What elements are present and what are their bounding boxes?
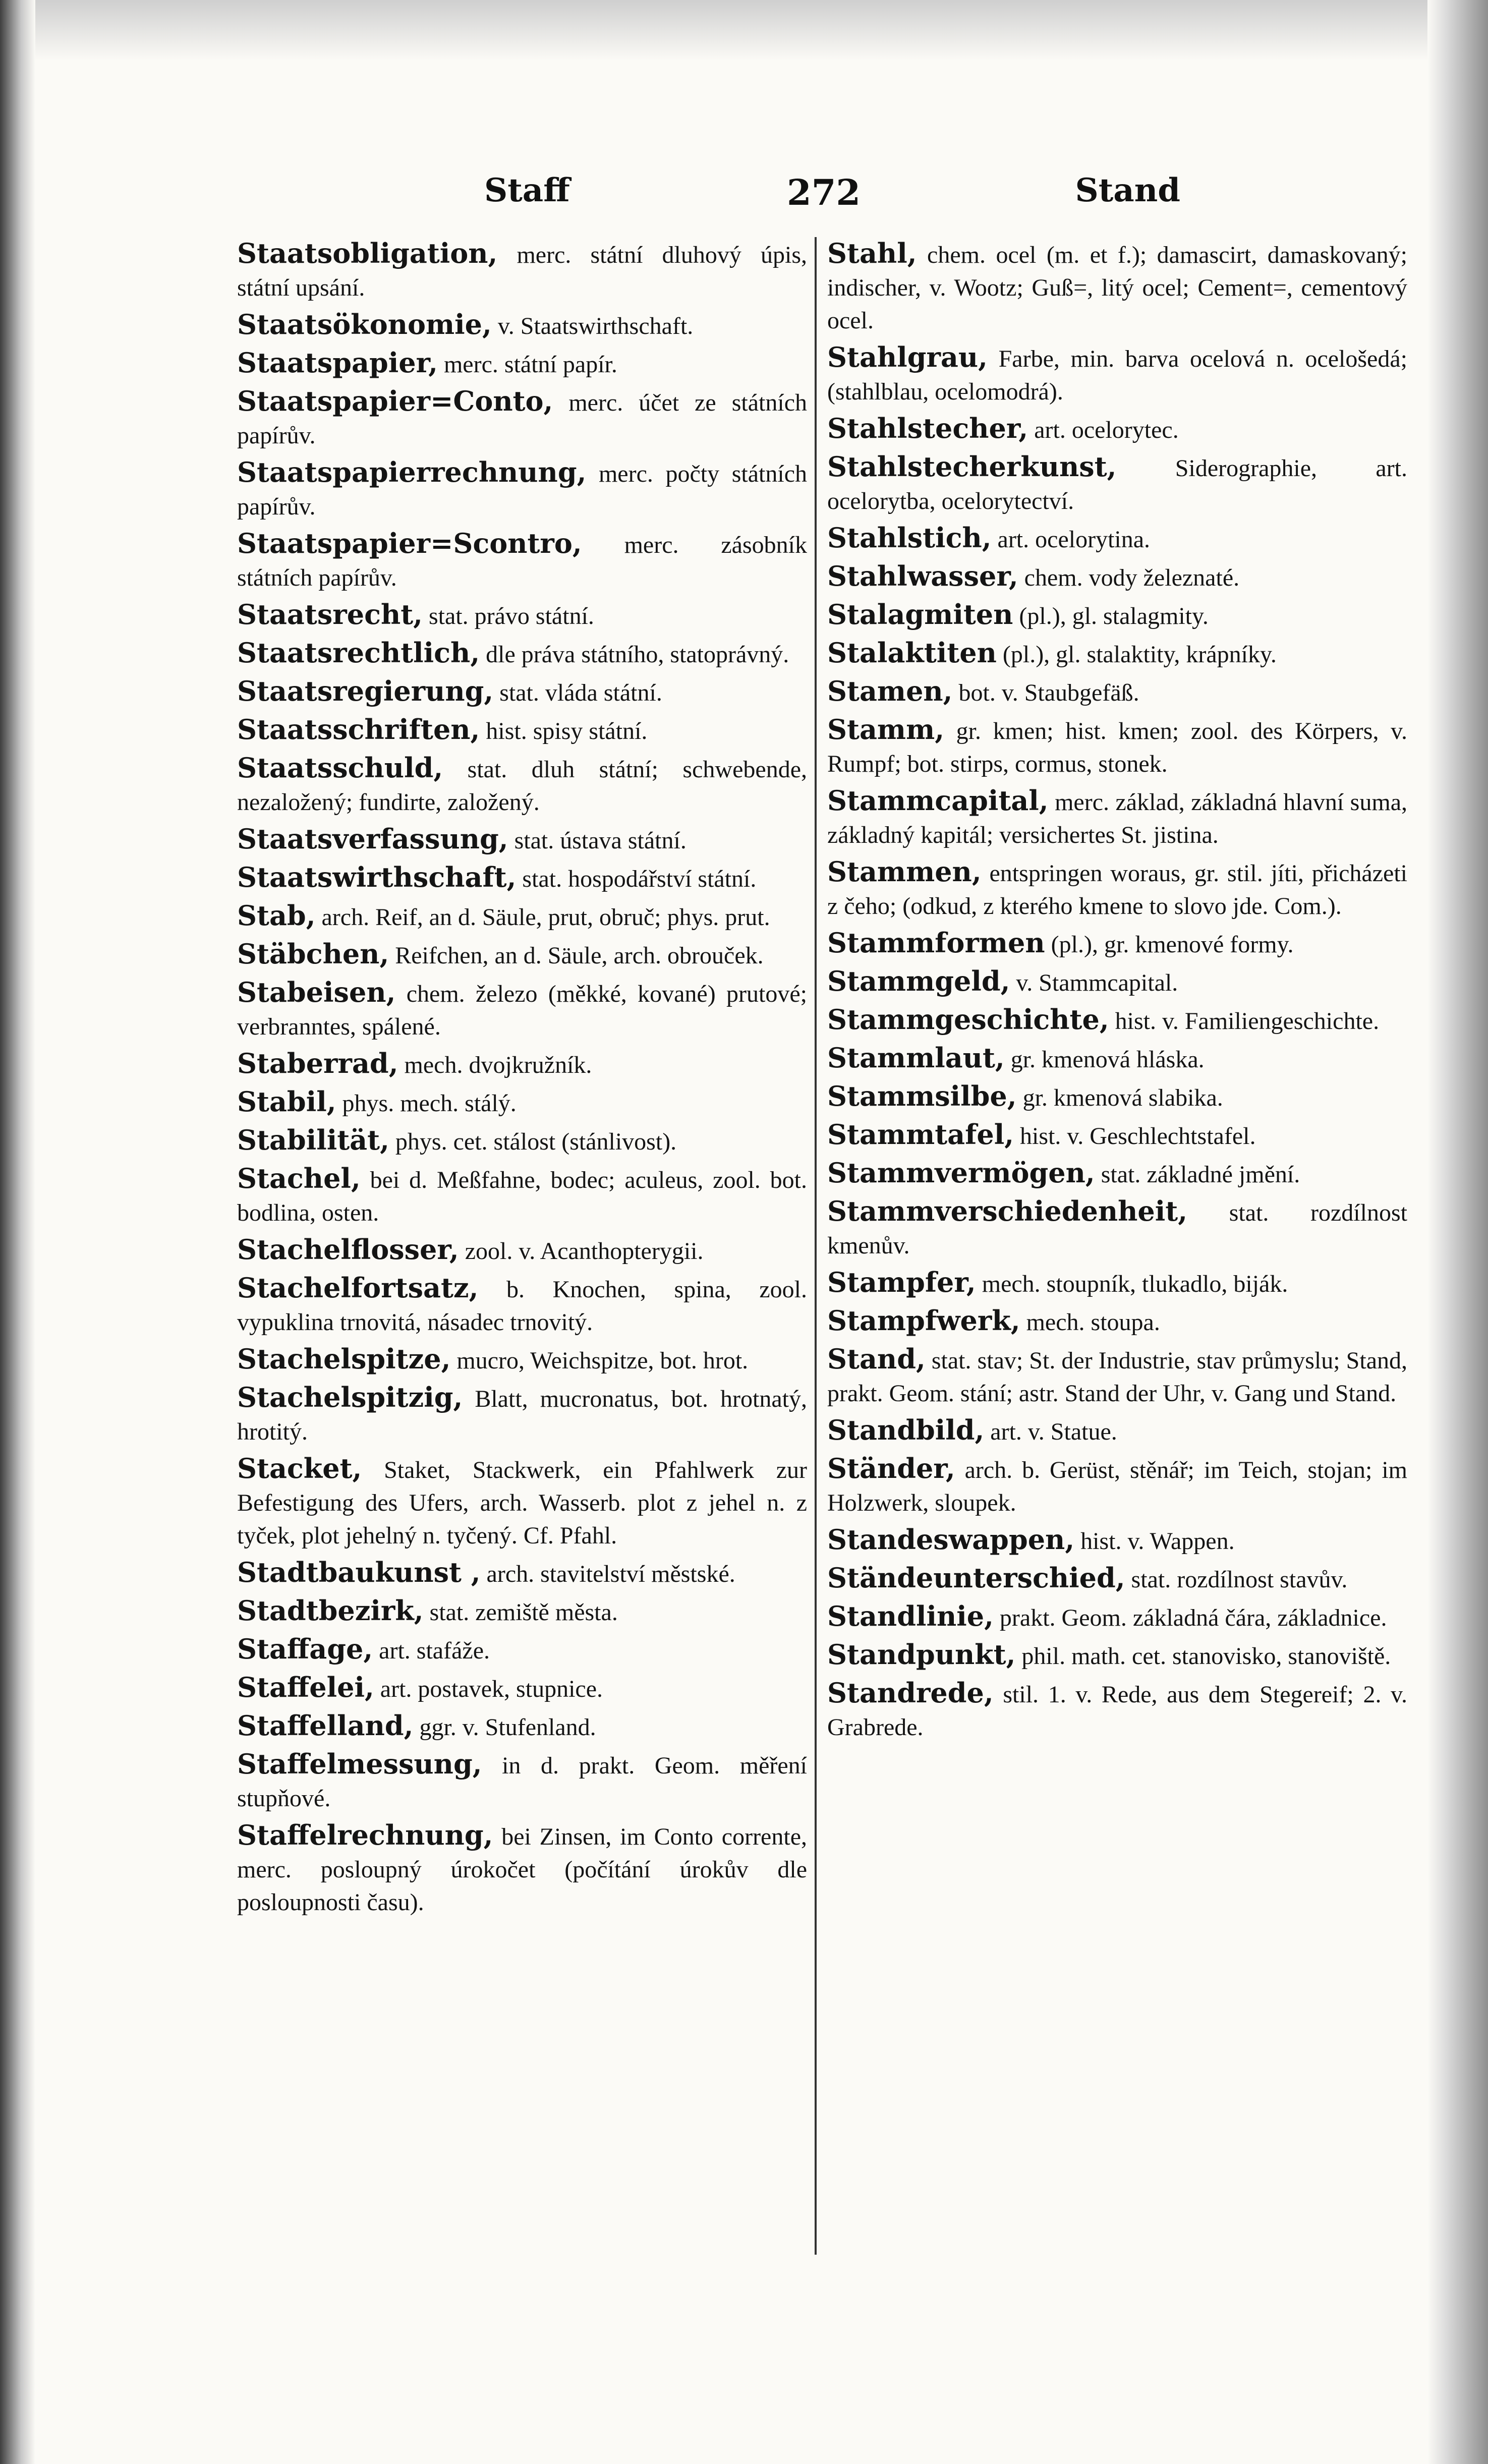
- entry-headword: Stabilität,: [237, 1124, 389, 1156]
- entry-definition: (pl.), gl. stalaktity, krápníky.: [996, 641, 1277, 668]
- entry-headword: Stamm,: [827, 713, 945, 746]
- dictionary-entry: [827, 855, 1407, 923]
- dictionary-entry: [237, 1124, 807, 1158]
- dictionary-entry: [237, 1343, 807, 1377]
- entry-headword: Standeswappen,: [827, 1523, 1075, 1556]
- dictionary-entry: [237, 1272, 807, 1339]
- entry-definition: stil. 1. v. Rede, aus dem Stegereif; 2. v. Grabrede.: [827, 1681, 1407, 1741]
- entry-headword: Stahlgrau,: [827, 341, 988, 373]
- entry-definition: phil. math. cet. stanovisko, stanoviště.: [1015, 1643, 1391, 1670]
- dictionary-entry: [827, 1414, 1407, 1448]
- right-guide-word: Stand: [1075, 171, 1180, 209]
- entry-headword: Stäbchen,: [237, 938, 389, 970]
- entry-headword: Stampfer,: [827, 1266, 976, 1298]
- dictionary-entry: [237, 347, 807, 381]
- entry-definition: merc. státní papír.: [437, 351, 617, 378]
- entry-definition: merc. zásobník státních papírův.: [237, 532, 807, 591]
- entry-headword: Staatsökonomie,: [237, 308, 492, 340]
- entry-definition: in d. prakt. Geom. měření stupňové.: [237, 1752, 807, 1812]
- dictionary-entry: [827, 1080, 1407, 1114]
- dictionary-entry: [237, 861, 807, 895]
- page-number: 272: [787, 171, 861, 213]
- dictionary-entry: [237, 456, 807, 523]
- entry-definition: Blatt, mucronatus, bot. hrotnatý, hrotitý.: [237, 1386, 807, 1445]
- entry-headword: Stalaktiten: [827, 637, 997, 669]
- entry-definition: v. Stammcapital.: [1010, 969, 1178, 996]
- dictionary-entry: [827, 560, 1407, 594]
- entry-headword: Stab,: [237, 899, 316, 932]
- entry-definition: merc. základ, základná hlavní suma, základný kapitál; versichertes St. jistina.: [827, 789, 1407, 848]
- dictionary-entry: [827, 1003, 1407, 1038]
- dictionary-entry: [827, 675, 1407, 709]
- entry-headword: Staffelei,: [237, 1671, 374, 1703]
- dictionary-entry: [827, 450, 1407, 518]
- entry-definition: phys. cet. stálost (stánlivost).: [389, 1128, 677, 1155]
- page-edge-right: [1427, 0, 1488, 2464]
- entry-definition: Farbe, min. barva ocelová n. ocelošedá; (stahlblau, ocelomodrá).: [827, 346, 1407, 405]
- entry-headword: Stadtbaukunst ,: [237, 1556, 481, 1588]
- dictionary-entry: [237, 1047, 807, 1081]
- entry-definition: art. v. Statue.: [984, 1418, 1117, 1445]
- entry-headword: Staffelland,: [237, 1709, 414, 1742]
- entry-headword: Stammgeschichte,: [827, 1003, 1109, 1036]
- entry-definition: mech. stoupník, tlukadlo, biják.: [976, 1271, 1288, 1297]
- entry-headword: Staatsregierung,: [237, 675, 494, 707]
- dictionary-entry: [237, 637, 807, 671]
- entry-headword: Staatspapier,: [237, 347, 438, 379]
- entry-headword: Standbild,: [827, 1414, 985, 1446]
- dictionary-entry: [827, 1157, 1407, 1191]
- dictionary-entry: [827, 412, 1407, 446]
- dictionary-entry: [237, 1819, 807, 1919]
- dictionary-entry: [237, 752, 807, 819]
- dictionary-entry: [237, 1085, 807, 1120]
- entry-definition: mech. stoupa.: [1020, 1309, 1160, 1336]
- entry-definition: merc. počty státních papírův.: [237, 461, 807, 520]
- entry-definition: bei Zinsen, im Conto corrente, merc. posloupný úrokočet (počítání úrokův dle posloupnosti času).: [237, 1823, 807, 1916]
- entry-headword: Staatspapierrechnung,: [237, 456, 587, 488]
- entry-definition: Siderographie, art. ocelorytba, ocelorytectví.: [827, 455, 1407, 514]
- entry-headword: Staatsobligation,: [237, 237, 498, 269]
- dictionary-entry: [827, 965, 1407, 999]
- dictionary-entry: [237, 823, 807, 857]
- entry-definition: arch. Reif, an d. Säule, prut, obruč; phys. prut.: [315, 904, 770, 931]
- entry-headword: Stabeisen,: [237, 976, 396, 1008]
- dictionary-entry: [827, 1118, 1407, 1153]
- entry-definition: hist. spisy státní.: [480, 718, 648, 744]
- entry-headword: Staatsrechtlich,: [237, 637, 480, 669]
- entry-headword: Stamen,: [827, 675, 953, 707]
- entry-headword: Ständer,: [827, 1452, 955, 1484]
- entry-definition: chem. vody železnaté.: [1018, 564, 1240, 591]
- dictionary-entry: [827, 598, 1407, 633]
- dictionary-entry: [237, 527, 807, 594]
- dictionary-entry: [237, 1709, 807, 1744]
- entry-definition: merc. státní dluhový úpis, státní upsání.: [237, 242, 807, 301]
- entry-definition: chem. železo (měkké, kované) prutové; verbranntes, spálené.: [237, 981, 807, 1040]
- dictionary-entry: [827, 1452, 1407, 1519]
- entry-definition: (pl.), gl. stalagmity.: [1013, 603, 1209, 629]
- entry-headword: Stacket,: [237, 1452, 362, 1484]
- entry-definition: (pl.), gr. kmenové formy.: [1045, 931, 1294, 958]
- entry-definition: stat. zemiště města.: [423, 1599, 618, 1626]
- entry-definition: zool. v. Acanthopterygii.: [459, 1238, 704, 1265]
- entry-definition: art. postavek, stupnice.: [374, 1676, 603, 1702]
- entry-headword: Staatsrecht,: [237, 598, 423, 631]
- entry-headword: Stahlwasser,: [827, 560, 1018, 592]
- entry-definition: art. ocelorytina.: [991, 526, 1151, 553]
- entry-definition: hist. v. Geschlechtstafel.: [1014, 1123, 1256, 1150]
- entry-headword: Stammverschiedenheit,: [827, 1195, 1188, 1227]
- page-edge-top: [0, 0, 1488, 61]
- entry-headword: Stalagmiten: [827, 598, 1013, 631]
- left-guide-word: Staff: [484, 171, 570, 209]
- dictionary-entry: [827, 1677, 1407, 1744]
- entry-definition: merc. účet ze státních papírův.: [237, 389, 807, 449]
- entry-headword: Staatsschriften,: [237, 713, 480, 746]
- entry-definition: stat. základné jmění.: [1095, 1161, 1300, 1188]
- entry-definition: arch. b. Gerüst, stěnář; im Teich, stojan; im Holzwerk, sloupek.: [827, 1457, 1407, 1516]
- entry-headword: Staberrad,: [237, 1047, 398, 1079]
- dictionary-entry: [827, 1600, 1407, 1634]
- entry-headword: Stahlstich,: [827, 522, 992, 554]
- column-divider: [815, 237, 817, 2255]
- entry-definition: ggr. v. Stufenland.: [413, 1714, 596, 1741]
- entry-definition: bei d. Meßfahne, bodec; aculeus, zool. bot. bodlina, osten.: [237, 1167, 807, 1226]
- dictionary-entry: [237, 938, 807, 972]
- entry-headword: Stahl,: [827, 237, 917, 269]
- entry-headword: Stammvermögen,: [827, 1157, 1095, 1189]
- entry-definition: stat. hospodářství státní.: [516, 866, 757, 892]
- dictionary-entry: [827, 637, 1407, 671]
- entry-headword: Stachelspitze,: [237, 1343, 451, 1375]
- dictionary-entry: [827, 1343, 1407, 1410]
- dictionary-entry: [237, 308, 807, 342]
- entry-headword: Stahlstecherkunst,: [827, 450, 1117, 483]
- dictionary-entry: [827, 1266, 1407, 1300]
- entry-headword: Staatspapier=Scontro,: [237, 527, 582, 559]
- dictionary-entry: [827, 237, 1407, 337]
- dictionary-entry: [827, 1638, 1407, 1673]
- dictionary-entry: [827, 784, 1407, 851]
- entry-definition: v. Staatswirthschaft.: [491, 313, 694, 339]
- entry-headword: Stabil,: [237, 1085, 336, 1118]
- dictionary-entry: [237, 1633, 807, 1667]
- entry-definition: b. Knochen, spina, zool. vypuklina trnovitá, násadec trnovitý.: [237, 1276, 807, 1336]
- entry-definition: mech. dvojkružník.: [398, 1052, 592, 1078]
- entry-headword: Stammtafel,: [827, 1118, 1014, 1151]
- entry-headword: Stachelflosser,: [237, 1233, 459, 1266]
- entry-definition: gr. kmenová slabika.: [1016, 1084, 1223, 1111]
- entry-definition: art. stafáže.: [373, 1637, 490, 1664]
- entry-headword: Staatsschuld,: [237, 752, 443, 784]
- entry-definition: stat. právo státní.: [422, 603, 594, 629]
- entry-definition: stat. rozdílnost stavův.: [1125, 1566, 1348, 1593]
- entry-headword: Stadtbezirk,: [237, 1594, 424, 1627]
- entry-headword: Staatswirthschaft,: [237, 861, 517, 893]
- dictionary-entry: [237, 1594, 807, 1629]
- dictionary-entry: [237, 1452, 807, 1552]
- dictionary-entry: [827, 1304, 1407, 1339]
- dictionary-entry: [237, 1233, 807, 1268]
- entry-headword: Staffage,: [237, 1633, 373, 1665]
- entry-headword: Stachelspitzig,: [237, 1381, 463, 1413]
- entry-definition: art. ocelorytec.: [1028, 417, 1179, 443]
- dictionary-entry: [827, 1195, 1407, 1262]
- entry-headword: Stammlaut,: [827, 1042, 1005, 1074]
- entry-definition: arch. stavitelství městské.: [480, 1561, 735, 1587]
- dictionary-entry: [827, 522, 1407, 556]
- dictionary-entry: [827, 1562, 1407, 1596]
- entry-definition: stat. ústava státní.: [508, 827, 686, 854]
- entry-definition: stat. rozdílnost kmenův.: [827, 1199, 1407, 1259]
- entry-definition: stat. vláda státní.: [493, 679, 662, 706]
- entry-headword: Staatsverfassung,: [237, 823, 508, 855]
- entry-headword: Stampfwerk,: [827, 1304, 1020, 1337]
- entry-definition: prakt. Geom. základná čára, základnice.: [993, 1605, 1387, 1631]
- entry-headword: Stammformen: [827, 927, 1045, 959]
- dictionary-entry: [827, 1042, 1407, 1076]
- dictionary-entry: [237, 237, 807, 304]
- entry-definition: hist. v. Wappen.: [1074, 1528, 1235, 1555]
- left-column: [237, 237, 807, 1923]
- entry-headword: Standrede,: [827, 1677, 994, 1709]
- running-header: [484, 171, 1180, 217]
- dictionary-entry: [237, 976, 807, 1043]
- dictionary-entry: [237, 598, 807, 633]
- dictionary-entry: [237, 1556, 807, 1590]
- entry-definition: gr. kmen; hist. kmen; zool. des Körpers, v. Rumpf; bot. stirps, cormus, stonek.: [827, 718, 1407, 777]
- dictionary-entry: [827, 341, 1407, 408]
- entry-headword: Ständeunterschied,: [827, 1562, 1125, 1594]
- dictionary-entry: [237, 675, 807, 709]
- dictionary-entry: [237, 713, 807, 748]
- entry-definition: mucro, Weichspitze, bot. hrot.: [450, 1347, 749, 1374]
- dictionary-entry: [237, 899, 807, 934]
- entry-definition: Reifchen, an d. Säule, arch. obrouček.: [389, 942, 764, 969]
- entry-definition: hist. v. Familiengeschichte.: [1109, 1008, 1380, 1035]
- right-column: [827, 237, 1407, 1748]
- entry-headword: Stammsilbe,: [827, 1080, 1017, 1112]
- entry-definition: stat. dluh státní; schwebende, nezaložený; fundirte, založený.: [237, 756, 807, 816]
- entry-headword: Stachel,: [237, 1162, 361, 1194]
- entry-definition: Staket, Stackwerk, ein Pfahlwerk zur Befestigung des Ufers, arch. Wasserb. plot z jehel n. z tyček, plot jehelný n. tyčený. Cf. Pfahl.: [237, 1457, 807, 1549]
- entry-headword: Standpunkt,: [827, 1638, 1016, 1671]
- entry-headword: Stachelfortsatz,: [237, 1272, 479, 1304]
- entry-definition: phys. mech. stálý.: [336, 1090, 517, 1117]
- entry-headword: Stand,: [827, 1343, 926, 1375]
- dictionary-entry: [827, 927, 1407, 961]
- dictionary-entry: [237, 385, 807, 452]
- entry-headword: Standlinie,: [827, 1600, 994, 1632]
- entry-headword: Staffelrechnung,: [237, 1819, 493, 1851]
- dictionary-entry: [237, 1162, 807, 1229]
- page-edge-left: [0, 0, 35, 2464]
- entry-definition: entspringen woraus, gr. stil. jíti, přicházeti z čeho; (odkud, z kterého kmene to slovo jde. Com.).: [827, 860, 1407, 920]
- entry-headword: Stammen,: [827, 855, 982, 888]
- entry-headword: Stahlstecher,: [827, 412, 1028, 444]
- dictionary-entry: [237, 1381, 807, 1448]
- dictionary-entry: [237, 1671, 807, 1705]
- entry-definition: dle práva státního, statoprávný.: [480, 641, 789, 668]
- dictionary-entry: [827, 713, 1407, 780]
- dictionary-entry: [237, 1748, 807, 1815]
- entry-headword: Staffelmessung,: [237, 1748, 482, 1780]
- entry-definition: gr. kmenová hláska.: [1004, 1046, 1205, 1073]
- dictionary-entry: [827, 1523, 1407, 1558]
- entry-definition: stat. stav; St. der Industrie, stav průmyslu; Stand, prakt. Geom. stání; astr. Stand der Uhr, v. Gang und Stand.: [827, 1347, 1407, 1407]
- entry-definition: chem. ocel (m. et f.); damascirt, damaskovaný; indischer, v. Wootz; Guß=, litý ocel; Cement=, cementový ocel.: [827, 242, 1407, 334]
- entry-headword: Staatspapier=Conto,: [237, 385, 553, 417]
- entry-definition: bot. v. Staubgefäß.: [952, 679, 1139, 706]
- entry-headword: Stammgeld,: [827, 965, 1010, 997]
- entry-headword: Stammcapital,: [827, 784, 1049, 817]
